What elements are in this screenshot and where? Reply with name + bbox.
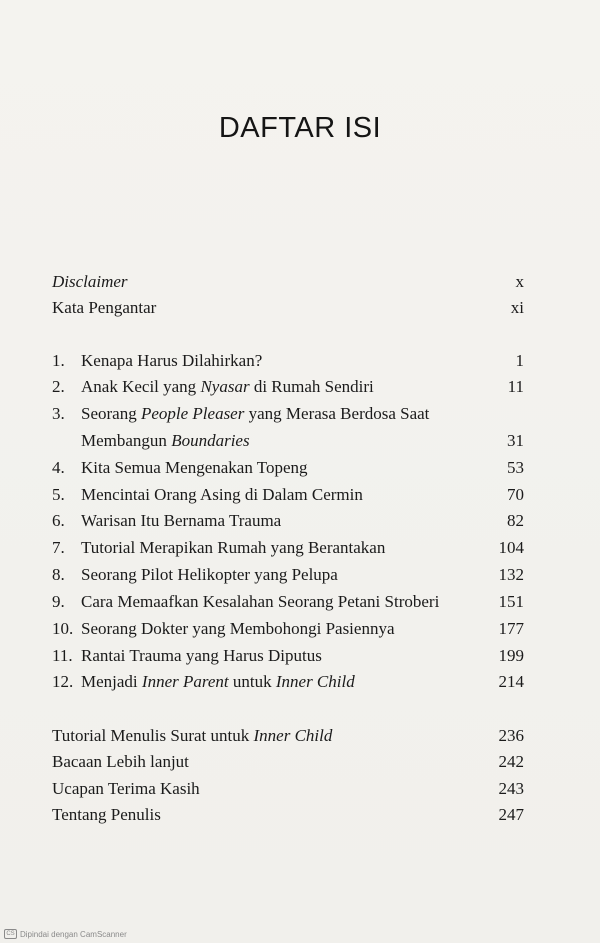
entry-page: xi	[510, 298, 524, 317]
toc-chapter-3	[52, 404, 524, 428]
chapter-title: Kenapa Harus Dilahirkan?	[81, 351, 263, 370]
toc-entry-bacaan	[52, 752, 524, 776]
toc-chapter-8	[52, 565, 524, 589]
toc-chapter-9	[52, 592, 524, 616]
toc-entry-disclaimer	[52, 272, 524, 296]
entry-label: Kata Pengantar	[52, 298, 157, 317]
chapter-title: Mencintai Orang Asing di Dalam Cermin	[81, 485, 363, 504]
chapter-page: 199	[498, 646, 524, 665]
chapter-page: 11	[507, 377, 524, 396]
page-title: DAFTAR ISI	[218, 112, 382, 144]
chapter-page: 104	[498, 538, 524, 557]
chapter-page: 177	[498, 619, 524, 638]
chapter-number: 2.	[52, 377, 65, 396]
toc-chapter-6	[52, 511, 524, 535]
toc-chapter-5	[52, 485, 524, 509]
chapter-number: 8.	[52, 565, 65, 584]
toc-chapter-4	[52, 458, 524, 482]
chapter-number: 11.	[52, 646, 73, 665]
chapter-title-continued: Membangun Boundaries	[81, 431, 250, 450]
toc-entry-ucapan	[52, 779, 524, 803]
toc-entry-tentang	[52, 805, 524, 829]
chapter-number: 7.	[52, 538, 65, 557]
entry-page: 242	[498, 752, 524, 771]
chapter-number: 10.	[52, 619, 74, 638]
toc-chapter-3-continued	[52, 431, 524, 455]
chapter-page: 53	[507, 458, 524, 477]
chapter-page: 151	[498, 592, 524, 611]
chapter-title: Tutorial Merapikan Rumah yang Berantakan	[81, 538, 386, 557]
toc-entry-tutorial	[52, 726, 524, 750]
chapter-number: 4.	[52, 458, 65, 477]
toc-chapter-7	[52, 538, 524, 562]
entry-label: Ucapan Terima Kasih	[52, 779, 200, 798]
entry-label: Tentang Penulis	[52, 805, 161, 824]
chapter-page: 82	[507, 511, 524, 530]
entry-page: 247	[498, 805, 524, 824]
chapter-page: 132	[498, 565, 524, 584]
chapter-title: Rantai Trauma yang Harus Diputus	[81, 646, 322, 665]
chapter-number: 3.	[52, 404, 65, 423]
entry-page: x	[515, 272, 524, 291]
chapter-title: Seorang Pilot Helikopter yang Pelupa	[81, 565, 338, 584]
chapter-title: Cara Memaafkan Kesalahan Seorang Petani Stroberi	[81, 592, 440, 611]
entry-label: Bacaan Lebih lanjut	[52, 752, 189, 771]
chapter-page: 1	[515, 351, 524, 370]
toc-chapter-2	[52, 377, 524, 401]
chapter-number: 1.	[52, 351, 65, 370]
chapter-page: 31	[507, 431, 524, 450]
entry-label: Tutorial Menulis Surat untuk Inner Child	[52, 726, 333, 745]
entry-page: 243	[498, 779, 524, 798]
toc-chapter-1	[52, 351, 524, 375]
chapter-title: Warisan Itu Bernama Trauma	[81, 511, 282, 530]
scanner-watermark	[4, 929, 127, 939]
entry-label: Disclaimer	[52, 272, 128, 291]
chapter-page: 214	[498, 672, 524, 691]
chapter-title: Anak Kecil yang Nyasar di Rumah Sendiri	[81, 377, 374, 396]
chapter-number: 9.	[52, 592, 65, 611]
toc-chapter-10	[52, 619, 524, 643]
chapter-title: Menjadi Inner Parent untuk Inner Child	[81, 672, 355, 691]
chapter-title: Seorang People Pleaser yang Merasa Berdosa Saat	[81, 404, 430, 423]
chapter-page: 70	[507, 485, 524, 504]
chapter-title: Kita Semua Mengenakan Topeng	[81, 458, 308, 477]
watermark-text: Dipindai dengan CamScanner	[20, 929, 127, 939]
camscanner-icon: CS	[4, 929, 17, 939]
toc-entry-kata-pengantar	[52, 298, 524, 322]
chapter-number: 12.	[52, 672, 74, 691]
chapter-number: 5.	[52, 485, 65, 504]
entry-page: 236	[498, 726, 524, 745]
chapter-number: 6.	[52, 511, 65, 530]
chapter-title: Seorang Dokter yang Membohongi Pasiennya	[81, 619, 395, 638]
toc-chapter-12	[52, 672, 524, 696]
toc-chapter-11	[52, 646, 524, 670]
